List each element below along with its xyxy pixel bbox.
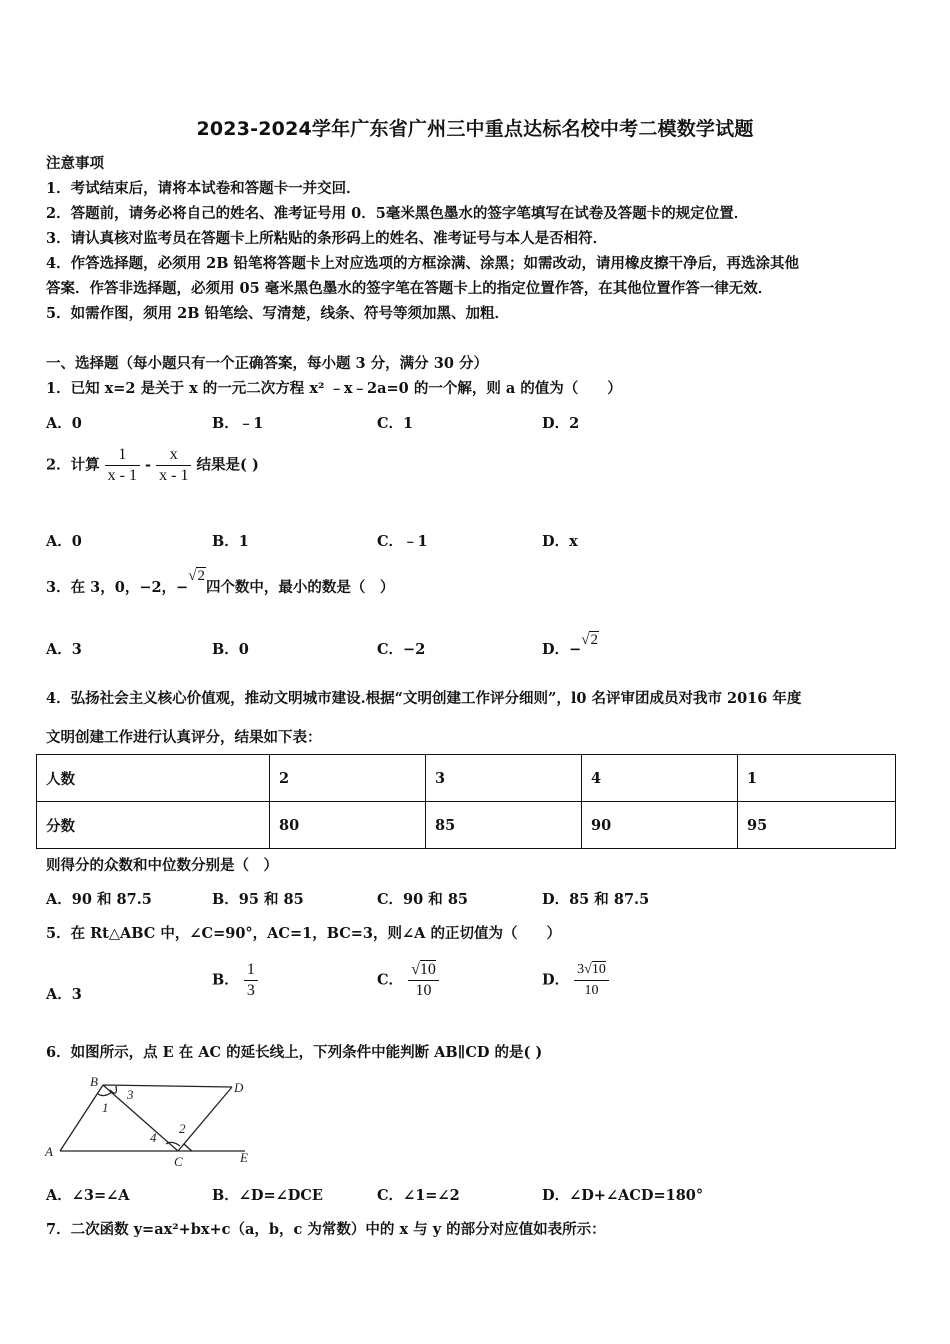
notice-item: 2．答题前，请务必将自己的姓名、准考证号用 0．5毫米黑色墨水的签字笔填写在试卷及答题卡的规定位置． <box>46 205 749 222</box>
q4-option-c: C．90 和 85 <box>377 891 468 908</box>
q5-option-c-label: C． <box>377 971 404 989</box>
q2-frac1-den: x - 1 <box>105 465 140 486</box>
q2-frac2-num: x <box>169 446 178 463</box>
label-d: D <box>234 1080 244 1095</box>
q2-fraction-1 <box>105 445 140 486</box>
table-cell: 1 <box>738 755 896 802</box>
q3-option-d-radicand: 2 <box>590 632 598 648</box>
table-cell: 80 <box>270 802 426 849</box>
table-cell: 85 <box>426 802 582 849</box>
table-cell: 3 <box>426 755 582 802</box>
segment-ab <box>60 1085 103 1151</box>
angle-label-2: 2 <box>179 1121 186 1136</box>
angle-label-3: 3 <box>127 1087 134 1102</box>
q5-option-b <box>212 960 258 1001</box>
notice-item: 5．如需作图，须用 2B 铅笔绘、写清楚，线条、符号等须加黑、加粗． <box>46 305 510 322</box>
q4-option-b: B．95 和 85 <box>212 891 304 908</box>
q5-d-radicand: 10 <box>591 962 606 977</box>
label-a: A <box>45 1144 53 1159</box>
q3-option-c: C．−2 <box>377 641 426 658</box>
parallelogram-figure <box>40 1072 270 1170</box>
table-row <box>37 802 896 849</box>
q3-sqrt: √2 <box>188 568 205 584</box>
table-row <box>37 755 896 802</box>
q6-option-d: D．∠D+∠ACD=180° <box>542 1187 704 1204</box>
question-2-stem <box>46 445 259 486</box>
label-b: B <box>90 1074 98 1089</box>
q2-frac2-den: x - 1 <box>156 465 191 486</box>
q5-b-den: 3 <box>244 980 258 1001</box>
question-5-stem: 5．在 Rt△ABC 中，∠C=90°，AC=1，BC=3，则∠A 的正切值为（ ） <box>46 925 561 942</box>
segment-dc <box>178 1087 232 1151</box>
notice-heading: 注意事项 <box>46 155 104 172</box>
q5-option-d <box>542 960 609 1001</box>
section-heading: 一、选择题（每小题只有一个正确答案，每小题 3 分，满分 30 分） <box>46 355 488 372</box>
q5-c-den: 10 <box>408 980 439 1001</box>
segment-bd <box>103 1085 232 1087</box>
notice-item: 3．请认真核对监考员在答题卡上所粘贴的条形码上的姓名、准考证号与本人是否相符． <box>46 230 608 247</box>
q5-d-den: 10 <box>574 980 609 1001</box>
q5-c-num: √10 <box>411 961 436 978</box>
q5-option-d-fraction <box>574 960 609 1001</box>
q5-option-b-fraction <box>244 960 258 1001</box>
q5-option-a: A．3 <box>46 986 82 1003</box>
q2-option-b: B．1 <box>212 533 249 550</box>
q1-option-d: D．2 <box>542 415 580 432</box>
q2-option-c: C．﹣1 <box>377 533 428 550</box>
q1-option-a: A．0 <box>46 415 82 432</box>
segment-bc <box>103 1085 178 1151</box>
angle-arc-2 <box>184 1144 192 1151</box>
q2-minus: - <box>145 456 152 474</box>
q6-option-b: B．∠D=∠DCE <box>212 1187 323 1204</box>
q5-option-c <box>377 960 439 1001</box>
q2-prefix: 2．计算 <box>46 456 100 474</box>
label-e: E <box>240 1150 248 1165</box>
angle-label-4: 4 <box>150 1130 157 1145</box>
q3-suffix: 四个数中，最小的数是（ ） <box>205 579 395 596</box>
q3-option-b: B．0 <box>212 641 249 658</box>
table-cell: 90 <box>582 802 738 849</box>
q3-option-d-label: D．− <box>542 641 582 658</box>
label-c: C <box>174 1154 183 1169</box>
q5-d-coef: 3 <box>577 962 585 977</box>
table-cell: 2 <box>270 755 426 802</box>
q2-fraction-2 <box>156 445 191 486</box>
question-4-stem-line2: 文明创建工作进行认真评分，结果如下表： <box>46 729 322 746</box>
q2-option-a: A．0 <box>46 533 82 550</box>
q5-option-c-fraction <box>408 960 439 1001</box>
q1-option-c: C．1 <box>377 415 414 432</box>
notice-item: 1．考试结束后，请将本试卷和答题卡一并交回． <box>46 180 361 197</box>
q5-b-num: 1 <box>246 961 255 978</box>
question-3-stem <box>46 568 395 597</box>
q3-radicand: 2 <box>197 568 205 584</box>
table-cell: 分数 <box>37 802 270 849</box>
q3-option-d <box>542 632 599 659</box>
question-1-stem: 1．已知 x=2 是关于 x 的一元二次方程 x² ﹣x﹣2a=0 的一个解，则 a 的值为（ ） <box>46 380 622 397</box>
table-cell: 人数 <box>37 755 270 802</box>
question-4-prompt: 则得分的众数和中位数分别是（ ） <box>46 857 278 874</box>
q1-option-b: B．﹣1 <box>212 415 264 432</box>
q5-d-num: 3√10 <box>577 962 606 977</box>
q3-prefix: 3．在 3，0，−2，− <box>46 579 189 596</box>
q4-option-a: A．90 和 87.5 <box>46 891 152 908</box>
question-6-stem: 6．如图所示，点 E 在 AC 的延长线上，下列条件中能判断 AB∥CD 的是( ) <box>46 1044 543 1061</box>
q2-frac1-num: 1 <box>118 446 127 463</box>
q6-option-c: C．∠1=∠2 <box>377 1187 460 1204</box>
q3-option-d-sqrt: √2 <box>581 632 598 648</box>
q2-option-d: D．x <box>542 533 578 550</box>
q5-option-d-label: D． <box>542 971 570 989</box>
q5-option-b-label: B． <box>212 971 239 989</box>
question-7-stem: 7．二次函数 y=ax²+bx+c（a，b，c 为常数）中的 x 与 y 的部分对应值如表所示： <box>46 1221 606 1238</box>
angle-arc-4 <box>166 1142 180 1146</box>
table-cell: 95 <box>738 802 896 849</box>
q4-option-d: D．85 和 87.5 <box>542 891 650 908</box>
table-cell: 4 <box>582 755 738 802</box>
q5-c-radicand: 10 <box>419 961 436 978</box>
notice-item: 答案．作答非选择题，必须用 05 毫米黑色墨水的签字笔在答题卡上的指定位置作答，在其他位置作答一律无效． <box>46 280 773 297</box>
q2-suffix: 结果是( ) <box>196 456 259 474</box>
notice-item: 4．作答选择题，必须用 2B 铅笔将答题卡上对应选项的方框涂满、涂黑；如需改动，请用橡皮擦干净后，再选涂其他 <box>46 255 800 272</box>
angle-arc-1 <box>98 1092 112 1096</box>
question-4-stem-line1: 4．弘扬社会主义核心价值观，推动文明城市建设.根据“文明创建工作评分细则”，l0 名评审团成员对我市 2016 年度 <box>46 690 802 707</box>
q6-option-a: A．∠3=∠A <box>46 1187 130 1204</box>
page-title: 2023-2024学年广东省广州三中重点达标名校中考二模数学试题 <box>196 118 754 140</box>
q3-option-a: A．3 <box>46 641 82 658</box>
angle-label-1: 1 <box>102 1100 109 1115</box>
score-table <box>36 754 896 849</box>
